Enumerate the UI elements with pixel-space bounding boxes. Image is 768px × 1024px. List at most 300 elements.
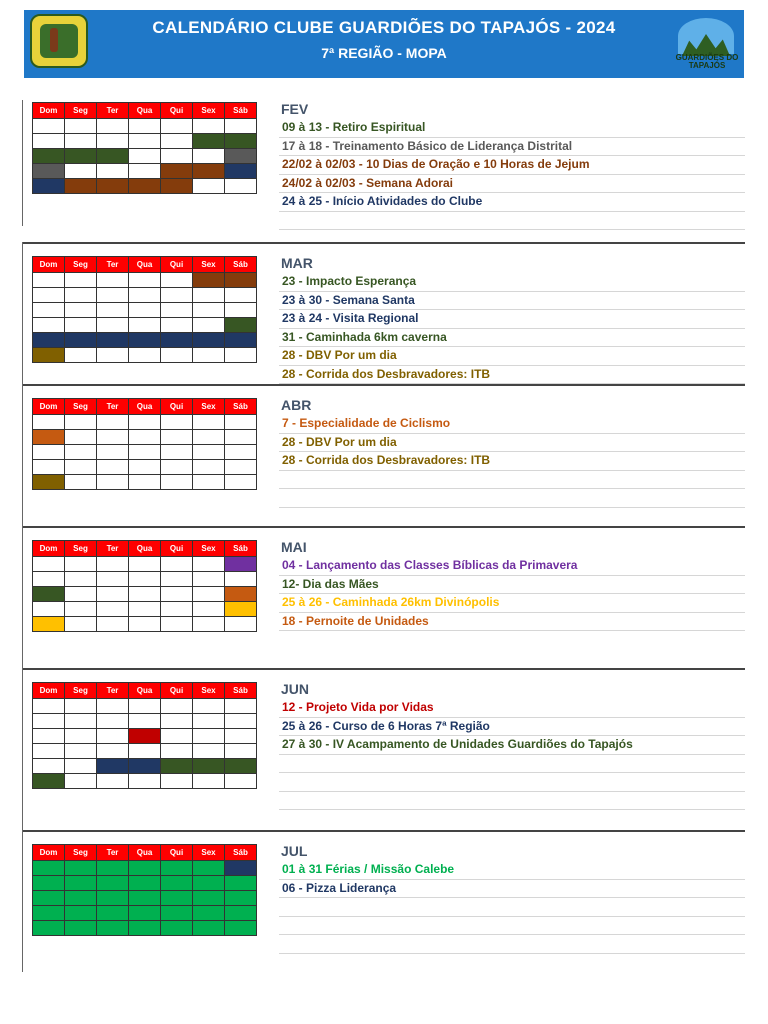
calendar-day-cell [97,164,129,179]
calendar-day-cell [129,921,161,936]
weekday-header: Ter [97,683,129,699]
calendar-day-cell [65,475,97,490]
calendar-day-cell [129,699,161,714]
calendar-day-cell [193,774,225,789]
calendar-day-cell [161,774,193,789]
calendar-day-cell [193,891,225,906]
calendar-day-cell [65,348,97,363]
calendar-day-cell [97,348,129,363]
month-label: FEV [281,101,309,117]
calendar-day-cell [129,759,161,774]
calendar-day-cell [65,906,97,921]
calendar-day-cell [65,587,97,602]
calendar-day-cell [129,333,161,348]
weekday-header: Qui [161,257,193,273]
calendar-day-cell [161,164,193,179]
calendar-day-cell [129,149,161,164]
calendar-day-cell [97,744,129,759]
calendar-day-cell [65,699,97,714]
calendar-day-cell [161,318,193,333]
event-item [279,935,745,954]
weekday-header: Sáb [225,845,257,861]
calendar-day-cell [33,288,65,303]
weekday-header: Ter [97,103,129,119]
weekday-header: Qui [161,683,193,699]
calendar-day-cell [97,273,129,288]
calendar-day-cell [97,617,129,632]
calendar-day-cell [225,921,257,936]
section-divider [23,242,745,244]
calendar-day-cell [161,602,193,617]
calendar-day-cell [65,744,97,759]
calendar-day-cell [65,921,97,936]
calendar-day-cell [225,318,257,333]
calendar-day-cell [161,415,193,430]
calendar-day-cell [225,119,257,134]
calendar-day-cell [161,744,193,759]
month-label: JUN [281,681,310,697]
section-divider [23,830,745,832]
calendar-day-cell [65,557,97,572]
calendar-day-cell [97,921,129,936]
calendar-day-cell [193,729,225,744]
calendar-day-cell [33,876,65,891]
calendar-day-cell [97,415,129,430]
calendar-day-cell [225,759,257,774]
calendar-day-cell [33,891,65,906]
event-item [279,898,745,917]
calendar-day-cell [129,430,161,445]
event-item: 31 - Caminhada 6km caverna [279,329,745,348]
event-item [279,489,745,508]
event-item: 7 - Especialidade de Ciclismo [279,415,745,434]
calendar-day-cell [33,729,65,744]
calendar-day-cell [225,617,257,632]
event-item: 28 - Corrida dos Desbravadores: ITB [279,452,745,471]
calendar-day-cell [129,906,161,921]
weekday-header: Ter [97,845,129,861]
calendar-day-cell [65,119,97,134]
weekday-header: Sáb [225,103,257,119]
calendar-day-cell [225,572,257,587]
calendar-day-cell [225,602,257,617]
calendar-day-cell [193,876,225,891]
calendar-day-cell [225,714,257,729]
header-banner [24,10,744,78]
calendar-day-cell [161,303,193,318]
calendar-day-cell [97,119,129,134]
calendar-day-cell [161,714,193,729]
calendar-day-cell [65,759,97,774]
calendar-day-cell [97,891,129,906]
calendar-day-cell [97,303,129,318]
calendar-day-cell [33,179,65,194]
weekday-header: Sex [193,103,225,119]
weekday-header: Sex [193,541,225,557]
calendar-day-cell [33,617,65,632]
calendar-day-cell [225,587,257,602]
event-item [279,917,745,936]
calendar-day-cell [65,179,97,194]
event-list [279,119,745,230]
calendar-day-cell [193,273,225,288]
calendar-day-cell [65,876,97,891]
calendar-day-cell [33,906,65,921]
calendar-day-cell [161,430,193,445]
calendar-day-cell [129,303,161,318]
weekday-header: Qui [161,399,193,415]
calendar-day-cell [129,318,161,333]
calendar-day-cell [97,587,129,602]
calendar-day-cell [65,445,97,460]
calendar-day-cell [129,475,161,490]
calendar-day-cell [33,475,65,490]
calendar-day-cell [225,557,257,572]
calendar-day-cell [161,445,193,460]
event-item: 01 à 31 Férias / Missão Calebe [279,861,745,880]
weekday-header: Qui [161,541,193,557]
calendar-day-cell [65,891,97,906]
calendar-day-cell [33,164,65,179]
weekday-header: Seg [65,683,97,699]
event-item [279,773,745,792]
event-item: 28 - DBV Por um dia [279,434,745,453]
calendar-day-cell [97,134,129,149]
weekday-header: Dom [33,541,65,557]
calendar-day-cell [161,557,193,572]
calendar-day-cell [129,119,161,134]
calendar-day-cell [161,149,193,164]
calendar-day-cell [193,759,225,774]
calendar-day-cell [97,333,129,348]
calendar-day-cell [161,617,193,632]
event-item: 25 à 26 - Caminhada 26km Divinópolis [279,594,745,613]
weekday-header: Dom [33,257,65,273]
calendar-day-cell [33,714,65,729]
calendar-day-cell [129,557,161,572]
event-item: 06 - Pizza Liderança [279,880,745,899]
weekday-header: Qua [129,399,161,415]
calendar-day-cell [97,445,129,460]
calendar-day-cell [193,119,225,134]
calendar-day-cell [225,861,257,876]
weekday-header: Seg [65,541,97,557]
event-item [279,755,745,774]
calendar-day-cell [225,744,257,759]
calendar-day-cell [225,460,257,475]
calendar-day-cell [161,288,193,303]
weekday-header: Dom [33,399,65,415]
weekday-header: Qua [129,845,161,861]
calendar-day-cell [65,729,97,744]
logo-text: GUARDIÕES DO TAPAJÓS [675,53,739,70]
calendar-day-cell [193,445,225,460]
calendar-day-cell [161,729,193,744]
weekday-header: Sex [193,399,225,415]
calendar-day-cell [129,288,161,303]
calendar-day-cell [225,906,257,921]
event-item: 28 - DBV Por um dia [279,347,745,366]
event-item: 24 à 25 - Início Atividades do Clube [279,193,745,212]
month-label: MAR [281,255,313,271]
calendar-day-cell [193,134,225,149]
calendar-day-cell [33,348,65,363]
event-item: 22/02 à 02/03 - 10 Dias de Oração e 10 Horas de Jejum [279,156,745,175]
calendar-day-cell [225,273,257,288]
calendar-day-cell [129,891,161,906]
calendar-day-cell [97,288,129,303]
calendar-day-cell [129,134,161,149]
calendar-day-cell [193,430,225,445]
calendar-day-cell [225,774,257,789]
calendar-day-cell [65,164,97,179]
event-item: 04 - Lançamento das Classes Bíblicas da Primavera [279,557,745,576]
calendar-day-cell [129,617,161,632]
calendar-day-cell [161,587,193,602]
calendar-day-cell [33,149,65,164]
page-subtitle: 7ª REGIÃO - MOPA [321,45,447,61]
calendar-day-cell [193,617,225,632]
calendar-day-cell [65,134,97,149]
weekday-header: Sex [193,257,225,273]
weekday-header: Dom [33,683,65,699]
calendar-day-cell [193,303,225,318]
calendar-day-cell [193,744,225,759]
weekday-header: Qui [161,845,193,861]
calendar-day-cell [97,572,129,587]
calendar-day-cell [33,273,65,288]
calendar-day-cell [161,134,193,149]
calendar-day-cell [161,876,193,891]
event-item: 18 - Pernoite de Unidades [279,613,745,632]
weekday-header: Qua [129,257,161,273]
calendar-day-cell [193,572,225,587]
calendar-day-cell [193,164,225,179]
weekday-header: Seg [65,103,97,119]
calendar-day-cell [33,557,65,572]
calendar-day-cell [33,744,65,759]
event-item: 27 à 30 - IV Acampamento de Unidades Guardiões do Tapajós [279,736,745,755]
calendar-day-cell [65,861,97,876]
event-item [279,792,745,811]
calendar-day-cell [193,557,225,572]
calendar-day-cell [33,318,65,333]
calendar-day-cell [193,288,225,303]
calendar-day-cell [65,415,97,430]
month-section-mai [22,526,745,668]
section-divider [23,526,745,528]
calendar-day-cell [129,415,161,430]
calendar-day-cell [129,164,161,179]
event-item: 23 à 24 - Visita Regional [279,310,745,329]
weekday-header: Sáb [225,257,257,273]
weekday-header: Qua [129,541,161,557]
event-item: 23 - Impacto Esperança [279,273,745,292]
calendar-day-cell [161,906,193,921]
calendar-day-cell [193,415,225,430]
calendar-day-cell [129,445,161,460]
calendar-day-cell [225,149,257,164]
calendar-day-cell [129,714,161,729]
month-section-abr [22,384,745,526]
calendar-day-cell [193,460,225,475]
calendar-day-cell [65,430,97,445]
calendar-day-cell [193,714,225,729]
event-list [279,699,745,810]
calendar-day-cell [161,921,193,936]
event-item: 12 - Projeto Vida por Vidas [279,699,745,718]
calendar-day-cell [97,774,129,789]
event-item: 12- Dia das Mães [279,576,745,595]
calendar-day-cell [65,602,97,617]
section-divider [23,384,745,386]
calendar-day-cell [97,318,129,333]
calendar-day-cell [65,288,97,303]
calendar-day-cell [129,602,161,617]
section-divider [23,668,745,670]
calendar-day-cell [193,587,225,602]
calendar-day-cell [161,572,193,587]
weekday-header: Ter [97,257,129,273]
month-label: JUL [281,843,308,859]
calendar-day-cell [129,273,161,288]
calendar-day-cell [97,475,129,490]
calendar-day-cell [193,348,225,363]
calendar-day-cell [161,273,193,288]
event-item: 24/02 à 02/03 - Semana Adorai [279,175,745,194]
calendar-day-cell [65,303,97,318]
calendar-day-cell [33,587,65,602]
calendar-day-cell [225,179,257,194]
calendar-grid [32,682,257,789]
page-title: CALENDÁRIO CLUBE GUARDIÕES DO TAPAJÓS - 2024 [152,18,616,37]
calendar-day-cell [65,617,97,632]
calendar-grid [32,540,257,632]
calendar-day-cell [129,460,161,475]
weekday-header: Ter [97,541,129,557]
calendar-day-cell [225,475,257,490]
calendar-day-cell [129,876,161,891]
weekday-header: Ter [97,399,129,415]
calendar-day-cell [129,729,161,744]
calendar-day-cell [33,415,65,430]
weekday-header: Sáb [225,399,257,415]
club-logo-right [674,14,740,70]
event-item [279,212,745,231]
calendar-day-cell [33,774,65,789]
calendar-day-cell [129,774,161,789]
calendar-day-cell [129,861,161,876]
weekday-header: Qui [161,103,193,119]
event-item: 09 à 13 - Retiro Espiritual [279,119,745,138]
calendar-day-cell [225,303,257,318]
weekday-header: Seg [65,257,97,273]
calendar-day-cell [33,759,65,774]
calendar-day-cell [225,445,257,460]
event-list [279,273,745,384]
calendar-day-cell [193,179,225,194]
month-section-jun [22,668,745,830]
calendar-day-cell [33,460,65,475]
calendar-day-cell [193,602,225,617]
calendar-day-cell [97,906,129,921]
event-item [279,471,745,490]
calendar-day-cell [161,891,193,906]
calendar-day-cell [33,602,65,617]
calendar-day-cell [193,333,225,348]
calendar-day-cell [97,699,129,714]
calendar-grid [32,102,257,194]
calendar-day-cell [33,861,65,876]
calendar-day-cell [225,699,257,714]
calendar-day-cell [225,729,257,744]
calendar-day-cell [193,921,225,936]
calendar-day-cell [129,348,161,363]
weekday-header: Seg [65,399,97,415]
calendar-day-cell [225,333,257,348]
event-list [279,415,745,508]
calendar-day-cell [65,273,97,288]
calendar-day-cell [97,759,129,774]
calendar-day-cell [161,460,193,475]
calendar-day-cell [65,460,97,475]
calendar-day-cell [33,572,65,587]
calendar-day-cell [193,149,225,164]
event-item: 17 à 18 - Treinamento Básico de Liderança Distrital [279,138,745,157]
calendar-day-cell [161,759,193,774]
event-list [279,861,745,954]
weekday-header: Qua [129,103,161,119]
calendar-day-cell [33,445,65,460]
event-item: 23 à 30 - Semana Santa [279,292,745,311]
calendar-day-cell [225,134,257,149]
calendar-day-cell [65,333,97,348]
calendar-day-cell [129,179,161,194]
calendar-day-cell [33,134,65,149]
month-section-jul [22,830,745,972]
event-list [279,557,745,631]
calendar-day-cell [161,861,193,876]
calendar-day-cell [97,714,129,729]
calendar-day-cell [97,149,129,164]
calendar-day-cell [97,602,129,617]
event-item: 28 - Corrida dos Desbravadores: ITB [279,366,745,385]
weekday-header: Seg [65,845,97,861]
calendar-grid [32,398,257,490]
calendar-day-cell [97,876,129,891]
calendar-day-cell [129,744,161,759]
calendar-day-cell [33,430,65,445]
calendar-day-cell [225,891,257,906]
calendar-day-cell [97,179,129,194]
calendar-day-cell [129,572,161,587]
calendar-day-cell [97,557,129,572]
calendar-day-cell [193,906,225,921]
calendar-day-cell [65,572,97,587]
calendar-day-cell [97,729,129,744]
calendar-day-cell [225,164,257,179]
calendar-day-cell [193,475,225,490]
calendar-day-cell [65,318,97,333]
calendar-day-cell [65,149,97,164]
month-section-mar [22,242,745,384]
calendar-day-cell [193,861,225,876]
weekday-header: Sáb [225,683,257,699]
calendar-day-cell [65,714,97,729]
calendar-day-cell [33,699,65,714]
calendar-day-cell [225,876,257,891]
month-label: ABR [281,397,312,413]
